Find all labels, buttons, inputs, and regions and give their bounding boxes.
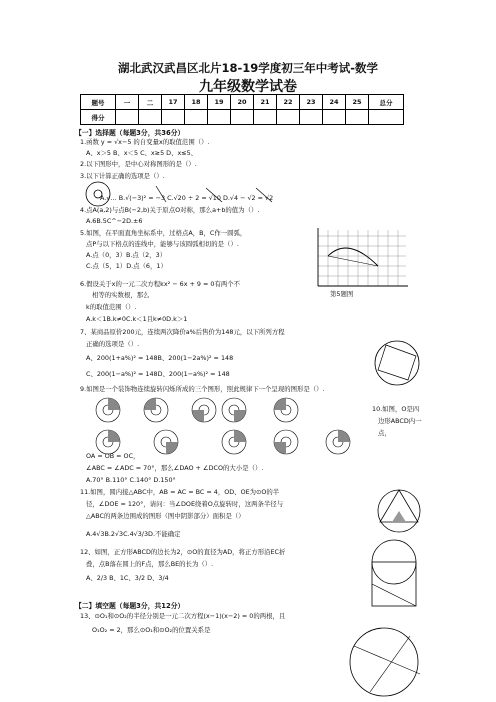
score-cell: 19 — [208, 95, 231, 110]
score-cell: 25 — [346, 95, 369, 110]
score-table-header-row — [81, 95, 404, 110]
question-7-options-cd: C、200(1−a%)² = 148D、200(1−a%)² = 148 — [86, 370, 230, 378]
figure-circle — [375, 341, 419, 385]
question-4-options: A.6B.5C^−2D.±6 — [86, 217, 143, 225]
question-4: 4.点A(a,2)与点B(−2,b)关于原点O对称，那么a+b的值为（）. — [80, 206, 260, 214]
score-table-score-row — [81, 110, 404, 125]
question-3-options: A.√… B.√(−3)² = −3 C.√20 ÷ 2 = √10 D.√4 − √2 = √2 — [100, 194, 274, 202]
score-blank-cell — [139, 110, 162, 125]
score-blank-cell — [323, 110, 346, 125]
question-11: 11.如图，圆内接△ABC中，AB = AC = BC = 4，OD、OE为⊙O的半 — [80, 488, 280, 496]
score-blank-cell — [346, 110, 369, 125]
figure-shaded-region — [392, 511, 406, 522]
question-1-options: A、x＞5 B、x＜5 C、x≥5 D、x≤5、 — [86, 149, 198, 157]
section-fill-heading: 【二】填空题（每题3分，共12分） — [75, 602, 185, 610]
figure-chord — [354, 646, 420, 674]
score-cell: 18 — [185, 95, 208, 110]
question-12-options: A、2/3 B、1C、3/2 D、3/4 — [86, 574, 169, 582]
question-10-line2: 边形ABCD内一 — [378, 417, 422, 425]
question-12-figure — [368, 548, 424, 610]
question-5-options-1: A.点（0，3）B.点（2，3） — [86, 251, 167, 259]
question-9-pattern-figures — [86, 396, 376, 456]
question-7-line2: 正确的选项是（）. — [86, 340, 140, 348]
exam-title: 湖北武汉武昌区北片18-19学度初三年中考试-数学 — [117, 61, 379, 75]
score-blank-cell — [116, 110, 139, 125]
score-blank-cell — [231, 110, 254, 125]
exam-subtitle: 九年级数学试卷 — [199, 79, 297, 95]
score-cell: 总分 — [369, 95, 404, 110]
question-5-options-2: C.点（5，1）D.点（6，1） — [86, 262, 167, 270]
question-11-line2: 径，∠DOE = 120°，请问：当∠DOE绕着O点旋转时，这两条半径与 — [86, 500, 284, 508]
question-5: 5.如图，在平面直角坐标系中，过格点A，B，C作一圆弧， — [80, 229, 247, 237]
figure-chord-2 — [370, 636, 410, 692]
question-10-line5: ∠ABC = ∠ADC = 70°，那么∠DAO + ∠DCO的大小是（）. — [86, 464, 264, 472]
question-6-line2: 相等的实数根，那么 — [92, 291, 150, 299]
figure-fold-line — [372, 584, 416, 606]
score-label-cell: 得分 — [81, 110, 116, 125]
question-5-line2: 点P与以下格点的连线中，能够与该圆弧相切的是（）. — [86, 240, 239, 248]
question-7: 7、某商品原价200元，连续两次降价a%后售价为148元，以下所列方程 — [80, 328, 285, 336]
score-cell: 24 — [323, 95, 346, 110]
question-1: 1.函数 y = √x−5 的自变量x的取值范围（）. — [80, 138, 210, 146]
question-12: 12、如图，正方形ABCD的边长为2，⊙O的直径为AD，将正方形沿EC折 — [80, 548, 286, 556]
score-cell: 20 — [231, 95, 254, 110]
question-10-line1: 10.如图，O是四 — [372, 405, 420, 413]
score-cell: 21 — [254, 95, 277, 110]
question-6-line3: k的取值范围（）. — [86, 303, 137, 311]
score-cell: 二 — [139, 95, 162, 110]
question-9: 9.如图是一个装饰物连续旋转闪烁所成的三个图形，照此规律下一个呈现的图形是（）. — [80, 385, 325, 393]
score-blank-cell — [208, 110, 231, 125]
question-5-grid-figure — [312, 228, 412, 294]
chord — [328, 256, 378, 266]
figure-quadrilateral — [378, 345, 416, 380]
figure-circle — [350, 628, 418, 696]
score-cell: 23 — [300, 95, 323, 110]
question-10-line3: 点， — [378, 429, 391, 437]
question-10-options: A.70° B.110° C.140° D.150° — [86, 476, 176, 484]
score-cell: 22 — [277, 95, 300, 110]
question-13: 13、⊙O₁和⊙O₂的半径分别是一元二次方程(x−1)(x−2) = 0的两根，且 — [80, 612, 286, 620]
question-11-figure — [374, 484, 424, 534]
question-6-options: A.k＜1B.k≠0C.k＜1且k≠0D.k＞1 — [86, 315, 188, 323]
question-13-figure — [340, 622, 430, 700]
question-11-options: A.4√3B.2√3C.4√3/3D.不能确定 — [86, 530, 181, 538]
score-cell: 一 — [116, 95, 139, 110]
score-cell: 题号 — [81, 95, 116, 110]
score-blank-cell — [277, 110, 300, 125]
score-blank-cell — [254, 110, 277, 125]
score-table — [80, 94, 404, 125]
question-6: 6.假设关于x的一元二次方程kx² − 6x + 9 = 0有两个不 — [80, 280, 241, 288]
question-13-line2: O₁O₂ = 2，那么⊙O₁和⊙O₂的位置关系是 — [92, 626, 211, 634]
score-blank-cell — [185, 110, 208, 125]
score-blank-cell — [369, 110, 404, 125]
question-12-line2: 叠，点B落在圆上的F点，那么BE的长为（）. — [86, 560, 214, 568]
question-5-figure-caption: 第5题图 — [330, 290, 354, 298]
score-blank-cell — [162, 110, 185, 125]
score-blank-cell — [300, 110, 323, 125]
question-10-circle-figure — [372, 338, 422, 388]
question-10-line4: OA = OB = OC， — [86, 452, 140, 460]
arc — [328, 248, 378, 266]
question-3: 3.以下计算正确的选项是（）. — [80, 172, 165, 180]
score-cell: 17 — [162, 95, 185, 110]
question-2: 2.以下图形中，是中心对称图形的是（）. — [80, 160, 197, 168]
question-11-line3: △ABC的两条边围成的图形（图中阴影部分）面积是（） — [86, 512, 245, 520]
section-choice-heading: 【一】选择题（每题3分，共36分） — [75, 129, 185, 137]
question-7-options-ab: A、200(1+a%)² = 148B、200(1−2a%)² = 148 — [86, 354, 234, 362]
